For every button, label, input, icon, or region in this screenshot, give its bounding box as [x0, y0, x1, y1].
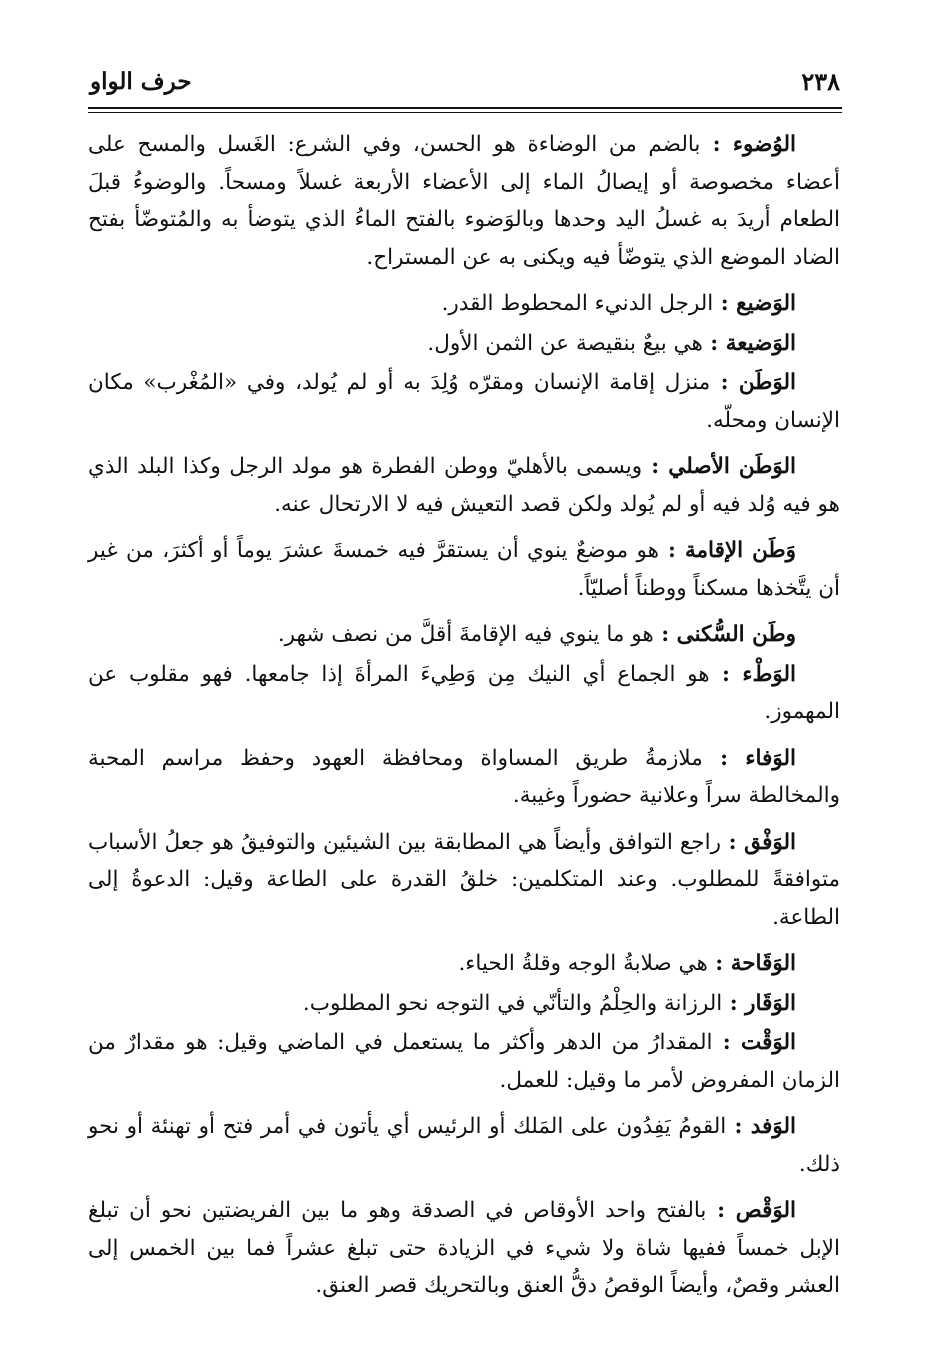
entry-term: الوَفاء — [745, 745, 796, 771]
entry-wudu: الوُضوء : بالضم من الوضاءة هو الحسن، وفي الشرع: الغَسل والمسح على أعضاء مخصوصة أو إيصالُ الماء إلى الأعضاء الأربعة غسلاً ومسحاً. والوضوءُ قبلَ الطعام أريدَ به غسلُ اليد وحدها وبالوَضوء بالفتح الماءُ الذي يتوضأ به والمُتوضّأ بفتح الضاد الموضع الذي يتوضّأ فيه ويكنى به عن المستراح. — [88, 132, 840, 270]
entry-term: الوَضيعة — [725, 330, 796, 356]
entry-term: وطَن السُّكنى — [676, 622, 796, 647]
entry-term: الوَضيع — [736, 291, 796, 316]
entry-term: الوَقَار — [745, 990, 796, 1016]
entry-definition: بالفتح واحد الأوقاص في الصدقة وهو ما بين الفريضتين نحو أن تبلغ الإبل خمساً ففيها شاة ولا شيء في الزيادة حتى تبلغ عشراً فما بين الخمس إلى العشر وقصٌ، وأيضاً الوقصُ دقُّ العنق وبالتحريك قصر العنق. — [88, 1198, 840, 1298]
page-number: ٢٣٨ — [801, 67, 840, 96]
entry-term: الوَقَاحة — [730, 951, 796, 976]
entry-wafq: الوَفْق : راجع التوافق وأيضاً هي المطابقة بين الشيئين والتوفيقُ هو جعلُ الأسباب متوافقةً للمطلوب. وعند المتكلمين: خلقُ القدرة على الطاعة وقيل: الدعوةُ إلى الطاعة. — [88, 829, 840, 930]
entry-waqaha: الوَقَاحة : هي صلابةُ الوجه وقلةُ الحياء. — [458, 951, 796, 976]
entry-definition: راجع التوافق وأيضاً هي المطابقة بين الشيئين والتوفيقُ هو جعلُ الأسباب متوافقةً للمطلوب. وعند المتكلمين: خلقُ القدرة على الطاعة وقيل: الدعوةُ إلى الطاعة. — [88, 829, 840, 930]
entry-definition: هو ما ينوي فيه الإقامةَ أقلَّ من نصف شهر. — [277, 622, 654, 647]
entry-wafa: الوَفاء : ملازمةُ طريق المساواة ومحافظة العهود وحفظ مراسم المحبة والمخالطة سراً وعلانية حضوراً وغيبة. — [88, 745, 840, 808]
entry-wadi: الوَضيع : الرجل الدنيء المحطوط القدر. — [441, 291, 796, 316]
entry-term: الوَفد — [750, 1114, 796, 1139]
entry-term: الوَقْت — [740, 1030, 796, 1055]
entry-wadia: الوَضيعة : هي بيعٌ بنقيصة عن الثمن الأول. — [427, 330, 796, 356]
entry-watan-sukna: وطَن السُّكنى : هو ما ينوي فيه الإقامةَ أقلَّ من نصف شهر. — [277, 622, 796, 647]
entry-term: الوَقْص — [735, 1198, 796, 1223]
entry-term: وَطَن الإقامة — [685, 538, 796, 563]
entry-definition: ويسمى بالأهليّ ووطن الفطرة هو مولد الرجل وكذا البلد الذي هو فيه وُلد فيه أو لم يُولد ولكن قصد التعيش فيه لا الارتحال عنه. — [88, 454, 840, 517]
entry-wafd: الوَفد : القومُ يَفِدُون على المَلك أو الرئيس أي يأتون في أمر فتح أو تهنئة أو نحو ذلك. — [88, 1114, 840, 1177]
header-rule — [88, 107, 842, 109]
running-header — [90, 62, 840, 102]
entry-definition: الرجل الدنيء المحطوط القدر. — [441, 291, 714, 316]
chapter-title: حرف الواو — [90, 68, 192, 95]
entry-watan-asli: الوَطَن الأصلي : ويسمى بالأهليّ ووطن الفطرة هو مولد الرجل وكذا البلد الذي هو فيه وُلد فيه أو لم يُولد ولكن قصد التعيش فيه لا الارتحال عنه. — [88, 454, 840, 517]
entry-definition: ملازمةُ طريق المساواة ومحافظة العهود وحفظ مراسم المحبة والمخالطة سراً وعلانية حضوراً وغيبة. — [88, 745, 840, 808]
entry-watan-iqama: وَطَن الإقامة : هو موضعٌ ينوي أن يستقرَّ فيه خمسةَ عشرَ يوماً أو أكثرَ، من غير أن يتَّخذها مسكناً ووطناً أصليّاً. — [88, 538, 840, 601]
entry-definition: هي بيعٌ بنقيصة عن الثمن الأول. — [427, 330, 703, 356]
entry-definition: المقدارُ من الدهر وأكثر ما يستعمل في الماضي وقيل: هو مقدارٌ من الزمان المفروض لأمر ما وقيل: للعمل. — [88, 1030, 840, 1093]
dictionary-entries — [88, 126, 840, 1314]
entry-definition: هي صلابةُ الوجه وقلةُ الحياء. — [458, 951, 708, 976]
entry-term: الوُضوء — [732, 132, 796, 157]
header-rule-thin — [88, 112, 842, 113]
entry-definition: هو موضعٌ ينوي أن يستقرَّ فيه خمسةَ عشرَ يوماً أو أكثرَ، من غير أن يتَّخذها مسكناً ووطناً أصليّاً. — [88, 538, 840, 601]
entry-term: الوَفْق — [744, 829, 796, 855]
entry-watan: الوَطَن : منزل إقامة الإنسان ومقرّه وُلِدَ به أو لم يُولد، وفي «المُغْرب» مكان الإنسان ومحلّه. — [88, 370, 840, 433]
entry-definition: منزل إقامة الإنسان ومقرّه وُلِدَ به أو لم يُولد، وفي «المُغْرب» مكان الإنسان ومحلّه. — [88, 370, 840, 433]
entry-definition: الرزانة والحِلْمُ والتأنّي في التوجه نحو المطلوب. — [302, 990, 723, 1016]
entry-waqt: الوَقْت : المقدارُ من الدهر وأكثر ما يستعمل في الماضي وقيل: هو مقدارٌ من الزمان المفروض لأمر ما وقيل: للعمل. — [88, 1030, 840, 1093]
entry-term: الوَطَن الأصلي — [668, 454, 797, 479]
entry-term: الوَطْء — [742, 661, 796, 687]
entry-definition: القومُ يَفِدُون على المَلك أو الرئيس أي يأتون في أمر فتح أو تهنئة أو نحو ذلك. — [88, 1114, 840, 1177]
entry-waqs: الوَقْص : بالفتح واحد الأوقاص في الصدقة وهو ما بين الفريضتين نحو أن تبلغ الإبل خمساً ففيها شاة ولا شيء في الزيادة حتى تبلغ عشراً فما بين الخمس إلى العشر وقصٌ، وأيضاً الوقصُ دقُّ العنق وبالتحريك قصر العنق. — [88, 1198, 840, 1298]
entry-definition: بالضم من الوضاءة هو الحسن، وفي الشرع: الغَسل والمسح على أعضاء مخصوصة أو إيصالُ الماء إلى الأعضاء الأربعة غسلاً ومسحاً. والوضوءُ قبلَ الطعام أريدَ به غسلُ اليد وحدها وبالوَضوء بالفتح الماءُ الذي يتوضأ به والمُتوضّأ بفتح الضاد الموضع الذي يتوضّأ فيه ويكنى به عن المستراح. — [88, 132, 840, 270]
entry-waqar: الوَقَار : الرزانة والحِلْمُ والتأنّي في التوجه نحو المطلوب. — [302, 990, 796, 1016]
entry-definition: هو الجماع أي النيك مِن وَطِيءَ المرأةَ إذا جامعها. فهو مقلوب عن المهموز. — [88, 661, 840, 724]
entry-term: الوَطَن — [738, 370, 796, 395]
entry-wat: الوَطْء : هو الجماع أي النيك مِن وَطِيءَ المرأةَ إذا جامعها. فهو مقلوب عن المهموز. — [88, 661, 840, 724]
